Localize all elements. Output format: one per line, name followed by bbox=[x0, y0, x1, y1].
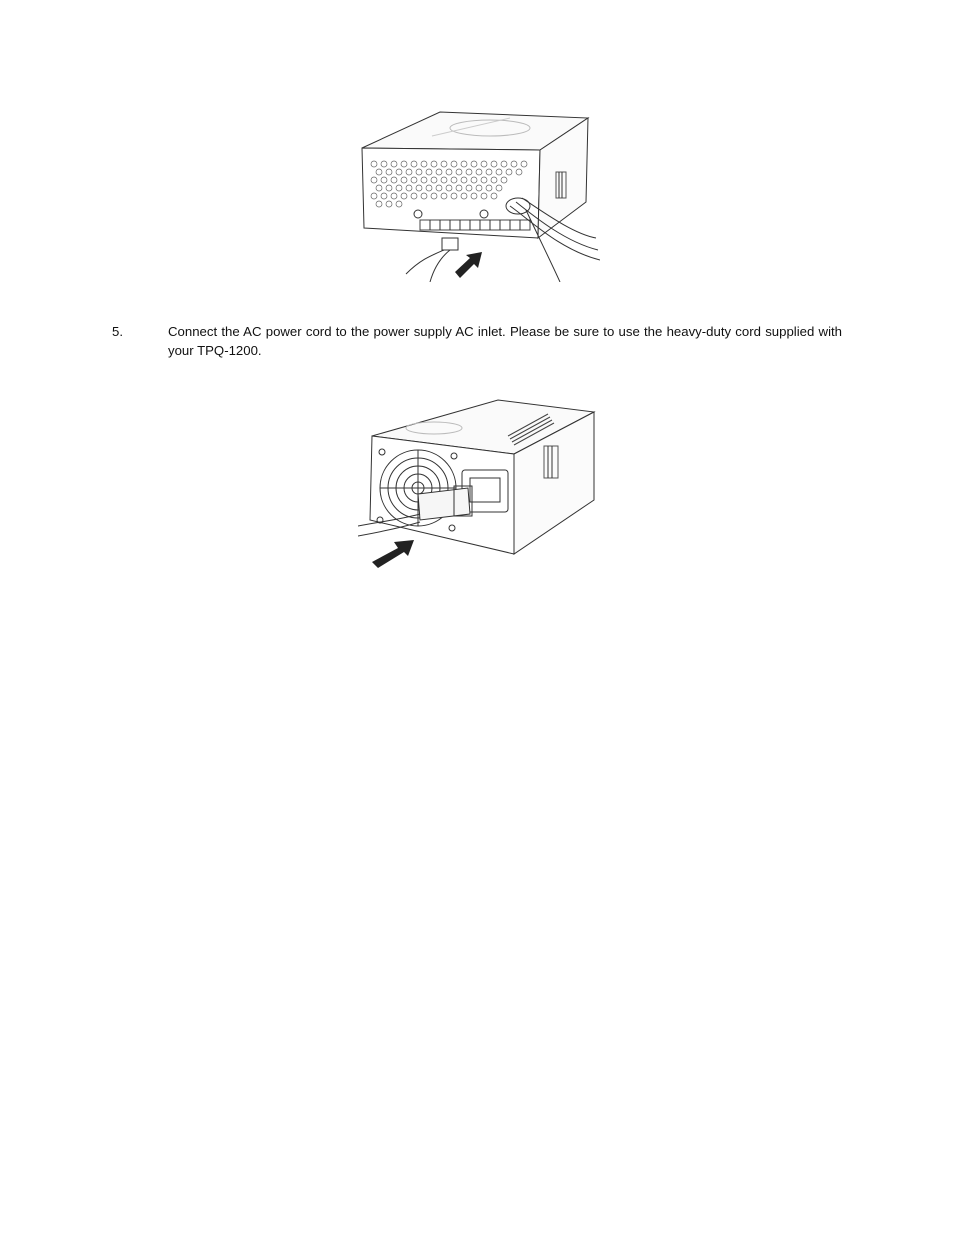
psu-modular-cable-illustration bbox=[360, 110, 600, 282]
step-number: 5. bbox=[112, 324, 123, 339]
psu-ac-power-cord-icon bbox=[358, 396, 598, 568]
step-text: Connect the AC power cord to the power supply AC inlet. Please be sure to use the heavy-duty cord supplied with your TPQ-1200. bbox=[168, 324, 842, 358]
psu-cable-connection-icon bbox=[360, 110, 600, 282]
psu-ac-cord-illustration bbox=[358, 396, 598, 568]
